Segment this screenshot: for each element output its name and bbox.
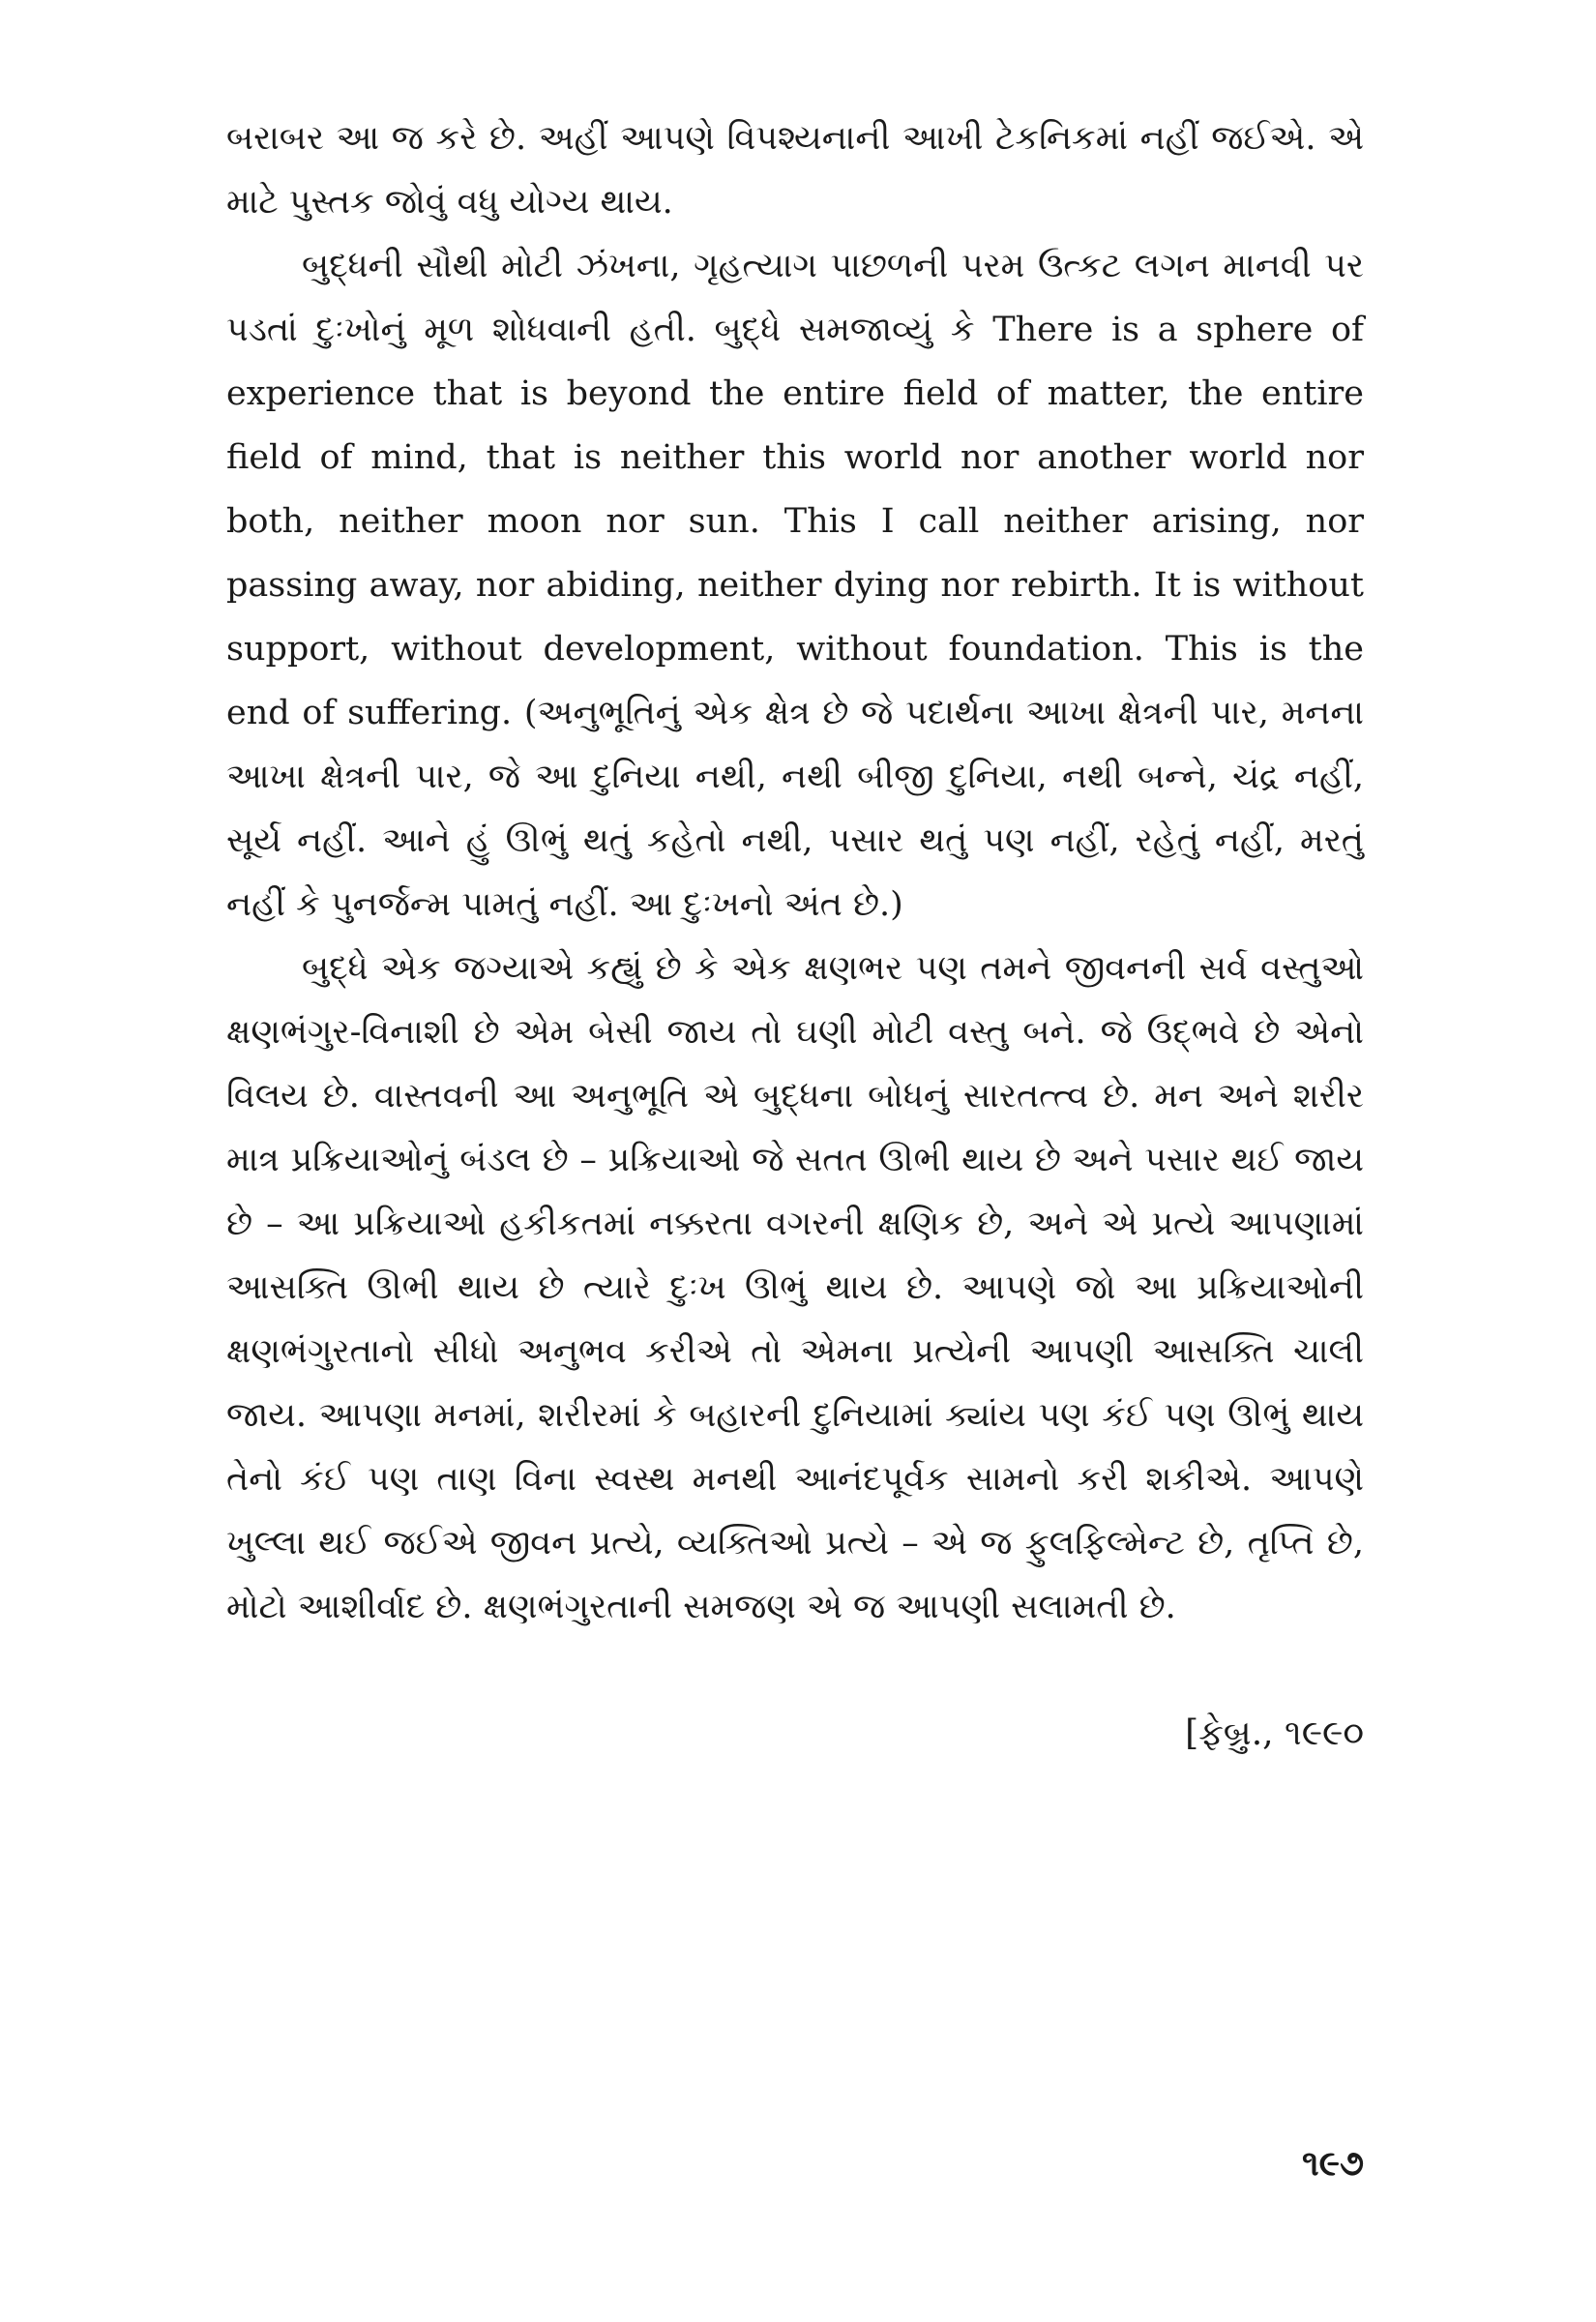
paragraph-2: બુદ્ધની સૌથી મોટી ઝંખના, ગૃહત્યાગ પાછળની પરમ ઉત્કટ લગન માનવી પર પડતાં દુઃખોનું મૂળ શોધવાની હતી. બુદ્ધે સમજાવ્યું કે There is a sphere of experience that is beyond the entire field of matter, the entire field of mind, that is neither this world nor another world nor both, neither moon nor sun. This I call neither arising, nor passing away, nor abiding, neither dying nor rebirth. It is without support, without development, without foundation. This is the end of suffering. (અનુભૂતિનું એક ક્ષેત્ર છે જે પદાર્થના આખા ક્ષેત્રની પાર, મનના આખા ક્ષેત્રની પાર, જે આ દુનિયા નથી, નથી બીજી દુનિયા, નથી બન્ને, ચંદ્ર નહીં, સૂર્ય નહીં. આને હું ઊભું થતું કહેતો નથી, પસાર થતું પણ નહીં, રહેતું નહીં, મરતું નહીં કે પુનર્જન્મ પામતું નહીં. આ દુઃખનો અંત છે.) <box>226 247 1364 924</box>
date-signature: [ફેબ્રુ., ૧૯૯૦ <box>1185 1713 1364 1753</box>
body-text <box>226 106 1364 1639</box>
page-number: ૧૯૭ <box>1302 2144 1364 2184</box>
paragraph-3: બુદ્ધે એક જગ્યાએ કહ્યું છે કે એક ક્ષણભર પણ તમને જીવનની સર્વ વસ્તુઓ ક્ષણભંગુર-વિનાશી છે એમ બેસી જાય તો ઘણી મોટી વસ્તુ બને. જે ઉદ્ભવે છે એનો વિલય છે. વાસ્તવની આ અનુભૂતિ એ બુદ્ધના બોધનું સારતત્ત્વ છે. મન અને શરીર માત્ર પ્રક્રિયાઓનું બંડલ છે – પ્રક્રિયાઓ જે સતત ઊભી થાય છે અને પસાર થઈ જાય છે – આ પ્રક્રિયાઓ હકીકતમાં નક્કરતા વગરની ક્ષણિક છે, અને એ પ્રત્યે આપણામાં આસક્તિ ઊભી થાય છે ત્યારે દુઃખ ઊભું થાય છે. આપણે જો આ પ્રક્રિયાઓની ક્ષણભંગુરતાનો સીધો અનુભવ કરીએ તો એમના પ્રત્યેની આપણી આસક્તિ ચાલી જાય. આપણા મનમાં, શરીરમાં કે બહારની દુનિયામાં ક્યાંય પણ કંઈ પણ ઊભું થાય તેનો કંઈ પણ તાણ વિના સ્વસ્થ મનથી આનંદપૂર્વક સામનો કરી શકીએ. આપણે ખુલ્લા થઈ જઈએ જીવન પ્રત્યે, વ્યક્તિઓ પ્રત્યે – એ જ ફુલફિલ્મેન્ટ છે, તૃપ્તિ છે, મોટો આશીર્વાદ છે. ક્ષણભંગુરતાની સમજણ એ જ આપણી સલામતી છે. <box>226 949 1364 1626</box>
paragraph-1: બરાબર આ જ કરે છે. અહીં આપણે વિપશ્યનાની આખી ટેકનિકમાં નહીં જઈએ. એ માટે પુસ્તક જોવું વધુ યોગ્ય થાય. <box>226 119 1364 222</box>
